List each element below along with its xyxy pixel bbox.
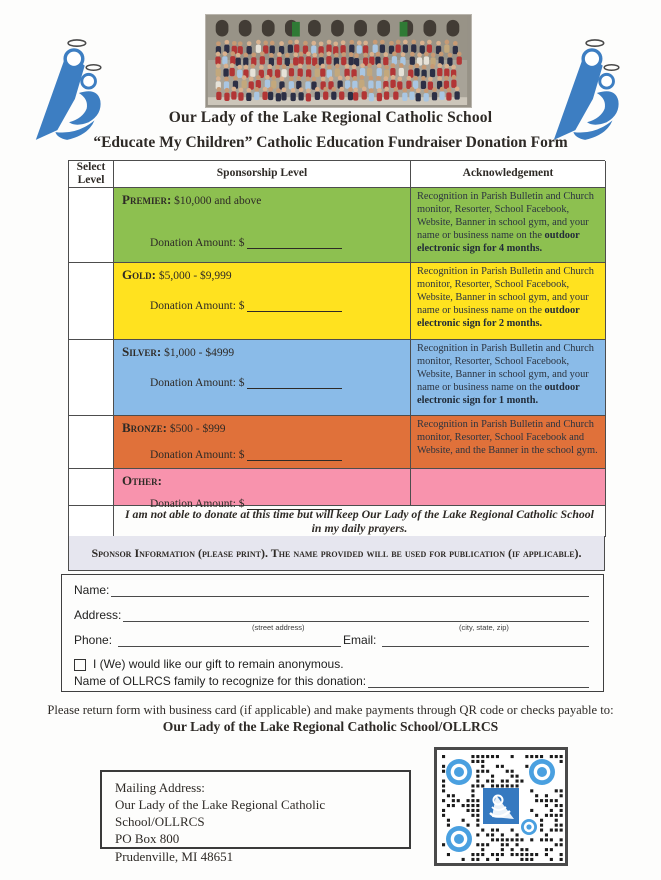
email-field[interactable]: [382, 633, 589, 647]
qr-center-logo: [483, 788, 519, 824]
sponsor-information-form: [61, 574, 604, 692]
no-donation-note: I am not able to donate at this time but will keep Our Lady of the Lake Regional Catholic School in my daily prayers.: [114, 506, 606, 537]
anonymous-checkbox[interactable]: [74, 659, 86, 671]
form-title: “Educate My Children” Catholic Education Fundraiser Donation Form: [93, 134, 568, 151]
street-address-hint: (street address): [252, 623, 305, 632]
madonna-and-child-logo: [28, 36, 116, 146]
tier-range: $500 - $999: [169, 423, 226, 435]
name-field[interactable]: [111, 583, 589, 597]
city-state-zip-hint: (city, state, zip): [459, 623, 509, 632]
email-label: Email:: [343, 633, 377, 647]
select-cell-no-donation[interactable]: [69, 506, 114, 537]
mailing-address-line: PO Box 800: [115, 831, 180, 847]
ack-text-bold: outdoor electronic sign for 2 months.: [417, 304, 580, 329]
column-header-select-level: Select Level: [69, 161, 114, 188]
sponsor-information-banner: Sponsor Information (please print). The name provided will be used for publication (if applicable).: [68, 536, 605, 571]
acknowledgement-cell-silver: [411, 340, 606, 416]
sponsorship-cell-silver: [114, 340, 411, 416]
phone-field[interactable]: [118, 633, 341, 647]
phone-label: Phone:: [74, 633, 113, 647]
donation-amount-blank-silver[interactable]: [247, 376, 342, 389]
sponsorship-table: [68, 160, 605, 537]
select-cell-premier[interactable]: [69, 188, 114, 263]
column-header-sponsorship-level: Sponsorship Level: [114, 161, 411, 188]
select-cell-gold[interactable]: [69, 263, 114, 340]
tier-label: Bronze:: [122, 420, 168, 435]
tier-label: Gold:: [122, 267, 156, 282]
tier-range: $1,000 - $4999: [164, 347, 235, 359]
acknowledgement-cell-gold: [411, 263, 606, 340]
select-cell-other[interactable]: [69, 469, 114, 506]
page-title: Our Lady of the Lake Regional Catholic School: [168, 109, 493, 126]
ack-text: Recognition in Parish Bulletin and Church monitor, Resorter, School Facebook, Website, Banner in school gym, and your name or business name on the: [417, 191, 594, 241]
donation-amount-label: Donation Amount: $: [150, 498, 245, 510]
qr-code: [434, 747, 568, 866]
tier-label: Other:: [122, 473, 162, 488]
tier-label: Premier:: [122, 192, 172, 207]
ack-text-bold: outdoor electronic sign for 4 months.: [417, 229, 580, 254]
ack-text: Recognition in Parish Bulletin and Church monitor, Resorter, School Facebook, Website, Banner in school gym, and your name or business name on the: [417, 343, 594, 393]
select-cell-silver[interactable]: [69, 340, 114, 416]
mailing-address-line: Our Lady of the Lake Regional Catholic School/OLLRCS: [115, 797, 326, 830]
donation-amount-blank-premier[interactable]: [247, 236, 342, 249]
ack-text: Recognition in Parish Bulletin and Church monitor, Resorter, School Facebook, Website, Banner in school gym, and your name or business name on the: [417, 266, 594, 316]
column-header-acknowledgement: Acknowledgement: [411, 161, 606, 188]
ack-text: Recognition in Parish Bulletin and Church monitor, Resorter, School Facebook and Website, and the Banner in the school gym.: [417, 419, 598, 456]
select-cell-bronze[interactable]: [69, 416, 114, 469]
anonymous-label: I (We) would like our gift to remain anonymous.: [93, 657, 344, 671]
recognize-family-field[interactable]: [368, 674, 589, 688]
madonna-and-child-logo: [546, 36, 634, 146]
acknowledgement-cell-other: [411, 469, 606, 506]
donation-amount-label: Donation Amount: $: [150, 449, 245, 461]
tier-range: $10,000 and above: [174, 195, 262, 207]
tier-range: $5,000 - $9,999: [158, 270, 232, 282]
return-instruction: Please return form with business card (if applicable) and make payments through QR code or checks payable to:: [47, 703, 614, 717]
ack-text-bold: outdoor electronic sign for 1 month.: [417, 381, 580, 406]
mailing-address-line: Prudenville, MI 48651: [115, 848, 234, 864]
donation-amount-label: Donation Amount: $: [150, 300, 245, 312]
tier-label: Silver:: [122, 344, 162, 359]
sponsorship-cell-bronze: [114, 416, 411, 469]
mailing-address-heading: Mailing Address:: [115, 780, 205, 795]
sponsorship-cell-premier: [114, 188, 411, 263]
address-field[interactable]: [123, 608, 589, 622]
address-label: Address:: [74, 608, 122, 622]
acknowledgement-cell-premier: [411, 188, 606, 263]
payee-name: Our Lady of the Lake Regional Catholic School/OLLRCS: [162, 719, 499, 734]
mailing-address-box: [100, 770, 411, 864]
sponsorship-cell-gold: [114, 263, 411, 340]
sponsorship-cell-other: [114, 469, 411, 510]
donation-amount-label: Donation Amount: $: [150, 237, 245, 249]
donation-amount-blank-gold[interactable]: [247, 299, 342, 312]
donation-amount-label: Donation Amount: $: [150, 377, 245, 389]
name-label: Name:: [74, 583, 110, 597]
school-group-photo: [205, 14, 472, 108]
acknowledgement-cell-bronze: [411, 416, 606, 469]
recognize-family-label: Name of OLLRCS family to recognize for this donation:: [74, 674, 367, 688]
donation-amount-blank-bronze[interactable]: [247, 448, 342, 461]
